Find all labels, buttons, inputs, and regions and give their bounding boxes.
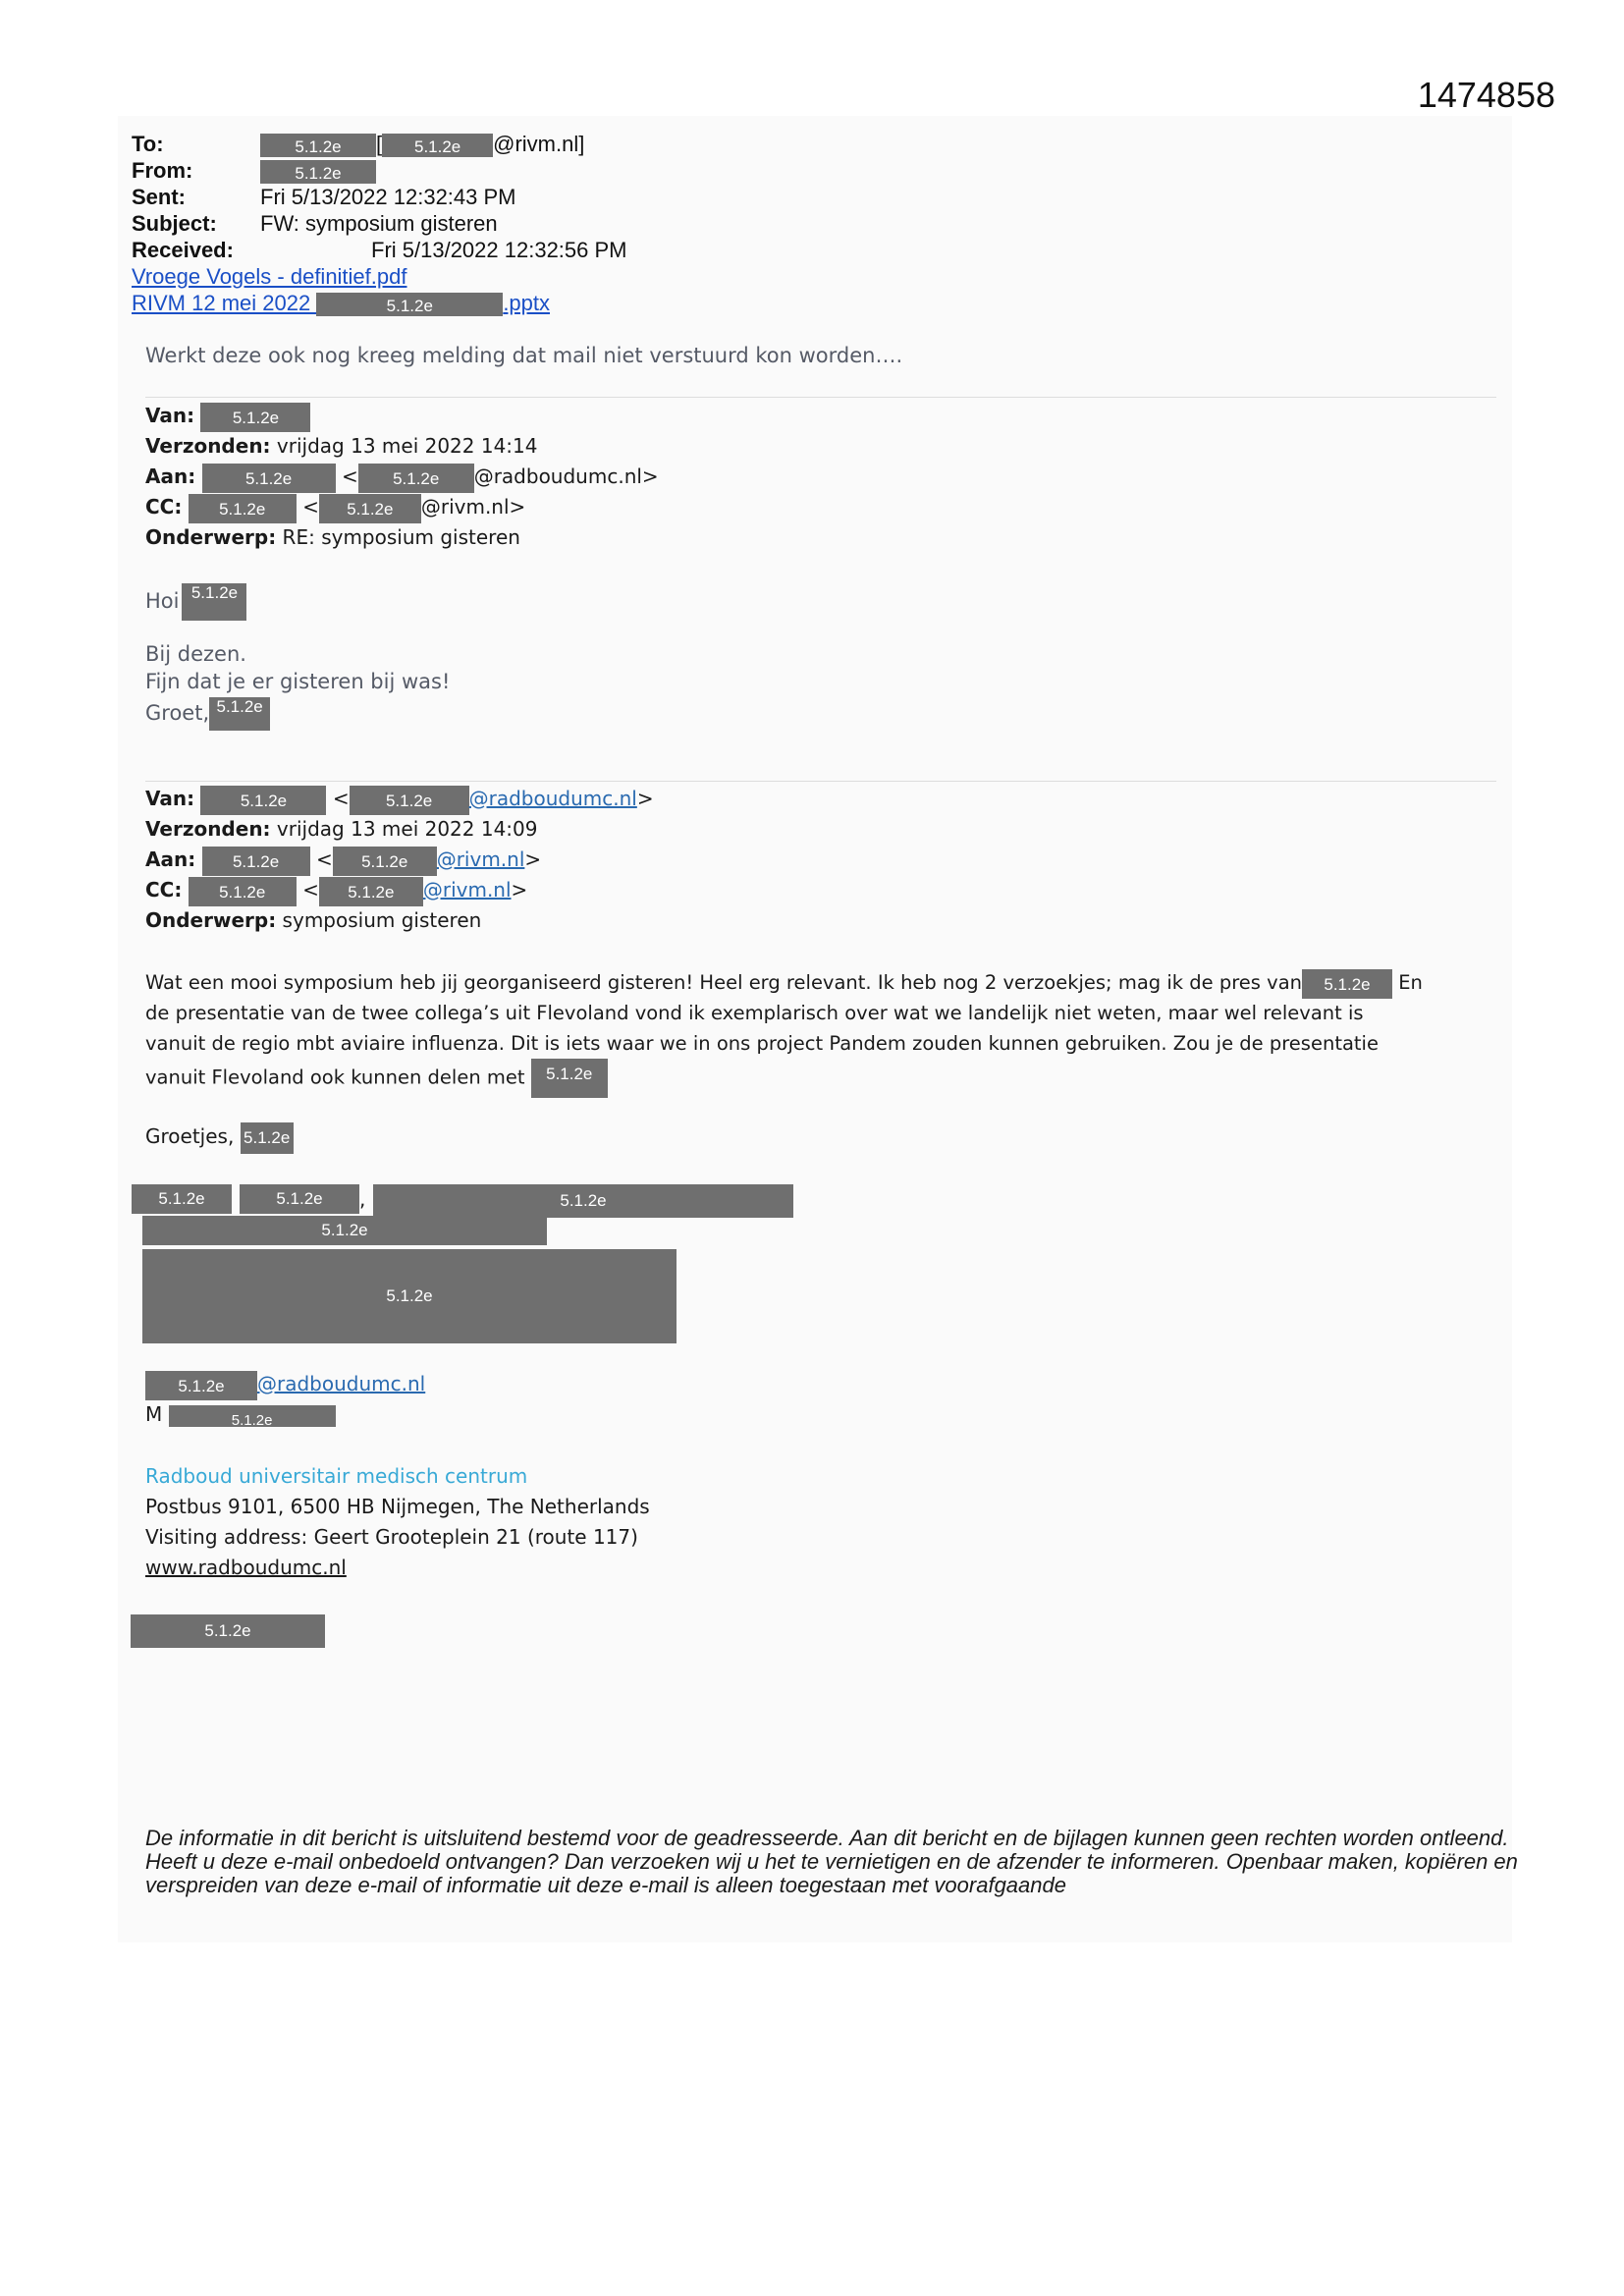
postal-address: Postbus 9101, 6500 HB Nijmegen, The Netherlands — [145, 1495, 650, 1518]
cc-email-link[interactable]: @rivm.nl — [422, 878, 512, 902]
msg1-verzonden-row — [145, 431, 538, 462]
header-sent-row — [132, 184, 516, 210]
cc-label: CC: — [145, 495, 183, 519]
msg1-line2: Fijn dat je er gisteren bij was! — [145, 670, 451, 693]
redaction-box: 5.1.2e — [241, 1122, 294, 1154]
document-id: 1474858 — [1417, 75, 1555, 115]
verzonden-label: Verzonden: — [145, 817, 271, 841]
msg1-closing — [145, 697, 270, 731]
redaction-box: 5.1.2e — [382, 134, 493, 157]
redaction-box: 5.1.2e — [142, 1216, 547, 1245]
msg1-line1: Bij dezen. — [145, 642, 246, 666]
cc-email-suffix: @rivm.nl> — [420, 495, 526, 519]
msg2-closing — [145, 1121, 294, 1154]
msg2-body-line1 — [145, 967, 1423, 999]
closing-text: Groetjes, — [145, 1124, 235, 1148]
disclaimer-text: De informatie in dit bericht is uitsluitend bestemd voor de geadresseerde. Aan dit bericht en de bijlagen kunnen geen rechten worden ontleend. Heeft u deze e-mail onbedoeld ontvangen? Dan verzoeken wij u het te vernietigen en de afzender te informeren. Openbaar maken, kopiëren en verspreiden van deze e-mail of informatie uit deze e-mail is alleen toegestaan met voorafgaande — [145, 1826, 1518, 1897]
body-text: vanuit Flevoland ook kunnen delen met — [145, 1066, 525, 1089]
redaction-box: 5.1.2e — [200, 403, 310, 432]
redaction-box: 5.1.2e — [333, 847, 437, 876]
redaction-box: 5.1.2e — [319, 877, 423, 906]
divider — [145, 397, 1496, 398]
received-value: Fri 5/13/2022 12:32:56 PM — [371, 238, 627, 262]
signature-email-row — [145, 1369, 425, 1400]
redaction-box: 5.1.2e — [1302, 969, 1392, 999]
sent-label: Sent: — [132, 185, 186, 209]
website-link[interactable]: www.radboudumc.nl — [145, 1556, 347, 1579]
msg2-van-row — [145, 784, 654, 815]
header-to-row — [132, 131, 584, 157]
redaction-box: 5.1.2e — [260, 160, 376, 184]
aan-email-suffix: @radboudumc.nl> — [473, 465, 659, 488]
redaction-box: 5.1.2e — [145, 1371, 257, 1400]
msg1-onderwerp-row — [145, 522, 520, 553]
msg2-onderwerp-row — [145, 905, 481, 936]
van-email-link[interactable]: @radboudumc.nl — [468, 787, 637, 810]
msg2-verzonden-row — [145, 814, 538, 845]
msg1-cc-row — [145, 492, 525, 523]
van-label: Van: — [145, 787, 195, 810]
msg2-cc-row — [145, 875, 527, 906]
redaction-box: 5.1.2e — [240, 1184, 359, 1214]
sent-value: Fri 5/13/2022 12:32:43 PM — [260, 185, 516, 209]
redaction-box: 5.1.2e — [189, 494, 297, 523]
aan-label: Aan: — [145, 847, 196, 871]
attachment-link-pptx[interactable] — [132, 290, 550, 316]
signature-comma: , — [359, 1187, 366, 1211]
divider — [145, 781, 1496, 782]
redaction-box: 5.1.2e — [260, 134, 376, 157]
aan-email-link[interactable]: @rivm.nl — [436, 847, 525, 871]
lt-sign: < — [332, 787, 350, 810]
header-received-row — [132, 237, 627, 263]
redaction-box: 5.1.2e — [202, 464, 336, 493]
redaction-box: 5.1.2e — [189, 877, 297, 906]
greeting-text: Hoi — [145, 589, 180, 613]
attachment-pptx-suffix[interactable]: .pptx — [503, 291, 551, 315]
cc-label: CC: — [145, 878, 183, 902]
bracket-text: [ — [376, 132, 383, 156]
redaction-box: 5.1.2e — [169, 1405, 336, 1427]
onderwerp-label: Onderwerp: — [145, 908, 277, 932]
verzonden-value: vrijdag 13 mei 2022 14:14 — [270, 434, 538, 458]
msg1-aan-row — [145, 462, 659, 493]
redaction-box: 5.1.2e — [200, 786, 326, 815]
msg1-greeting — [145, 583, 246, 621]
msg1-van-row — [145, 401, 310, 432]
redaction-box: 5.1.2e — [132, 1184, 232, 1214]
lt-sign: < — [341, 465, 358, 488]
msg2-body-line2: de presentatie van de twee collega’s uit Flevoland vond ik exemplarisch over wat we landelijk niet weten, maar wel relevant is — [145, 1002, 1364, 1024]
attachment-pptx-prefix[interactable]: RIVM 12 mei 2022 — [132, 291, 317, 315]
onderwerp-value: symposium gisteren — [276, 908, 482, 932]
onderwerp-value: RE: symposium gisteren — [276, 525, 520, 549]
msg2-body-line4 — [145, 1059, 608, 1098]
gt-sign: > — [511, 878, 528, 902]
msg2-aan-row — [145, 845, 541, 876]
gt-sign: > — [636, 787, 654, 810]
msg2-body-line3: vanuit de regio mbt aviaire influenza. Dit is iets waar we in ons project Pandem zouden kunnen gebruiken. Zou je de presentatie — [145, 1032, 1379, 1055]
lt-sign: < — [315, 847, 333, 871]
subject-value: FW: symposium gisteren — [260, 211, 498, 236]
from-label: From: — [132, 158, 193, 183]
redaction-box: 5.1.2e — [182, 583, 246, 621]
redaction-box: 5.1.2e — [531, 1059, 608, 1098]
received-label: Received: — [132, 238, 234, 262]
redaction-box: 5.1.2e — [319, 494, 421, 523]
to-label: To: — [132, 132, 164, 156]
verzonden-label: Verzonden: — [145, 434, 271, 458]
onderwerp-label: Onderwerp: — [145, 525, 277, 549]
to-email-suffix: @rivm.nl] — [493, 132, 585, 156]
subject-label: Subject: — [132, 211, 217, 236]
redaction-box: 5.1.2e — [358, 464, 474, 493]
body-text: En — [1392, 971, 1423, 994]
signature-email-link[interactable]: @radboudumc.nl — [257, 1372, 426, 1395]
redaction-box: 5.1.2e — [350, 786, 469, 815]
closing-text: Groet, — [145, 701, 210, 725]
redaction-box: 5.1.2e — [316, 293, 503, 316]
lt-sign: < — [302, 878, 319, 902]
redaction-box: 5.1.2e — [131, 1614, 325, 1648]
header-from-row — [132, 157, 376, 184]
signature-mobile-row — [145, 1399, 336, 1430]
intro-message: Werkt deze ook nog kreeg melding dat mail niet verstuurd kon worden…. — [145, 344, 903, 367]
body-text: Wat een mooi symposium heb jij georganiseerd gisteren! Heel erg relevant. Ik heb nog 2 verzoekjes; mag ik de pres van — [145, 971, 1302, 994]
lt-sign: < — [302, 495, 319, 519]
attachment-link-pdf[interactable]: Vroege Vogels - definitief.pdf — [132, 264, 407, 289]
redaction-box: 5.1.2e — [202, 847, 310, 876]
header-subject-row — [132, 210, 498, 237]
mobile-label: M — [145, 1402, 163, 1426]
gt-sign: > — [524, 847, 542, 871]
redaction-box: 5.1.2e — [373, 1184, 793, 1218]
organization-name: Radboud universitair medisch centrum — [145, 1464, 528, 1488]
redaction-box: 5.1.2e — [142, 1249, 677, 1343]
visiting-address: Visiting address: Geert Grooteplein 21 (route 117) — [145, 1525, 638, 1549]
aan-label: Aan: — [145, 465, 196, 488]
redaction-box: 5.1.2e — [209, 697, 270, 731]
van-label: Van: — [145, 404, 195, 427]
verzonden-value: vrijdag 13 mei 2022 14:09 — [270, 817, 538, 841]
